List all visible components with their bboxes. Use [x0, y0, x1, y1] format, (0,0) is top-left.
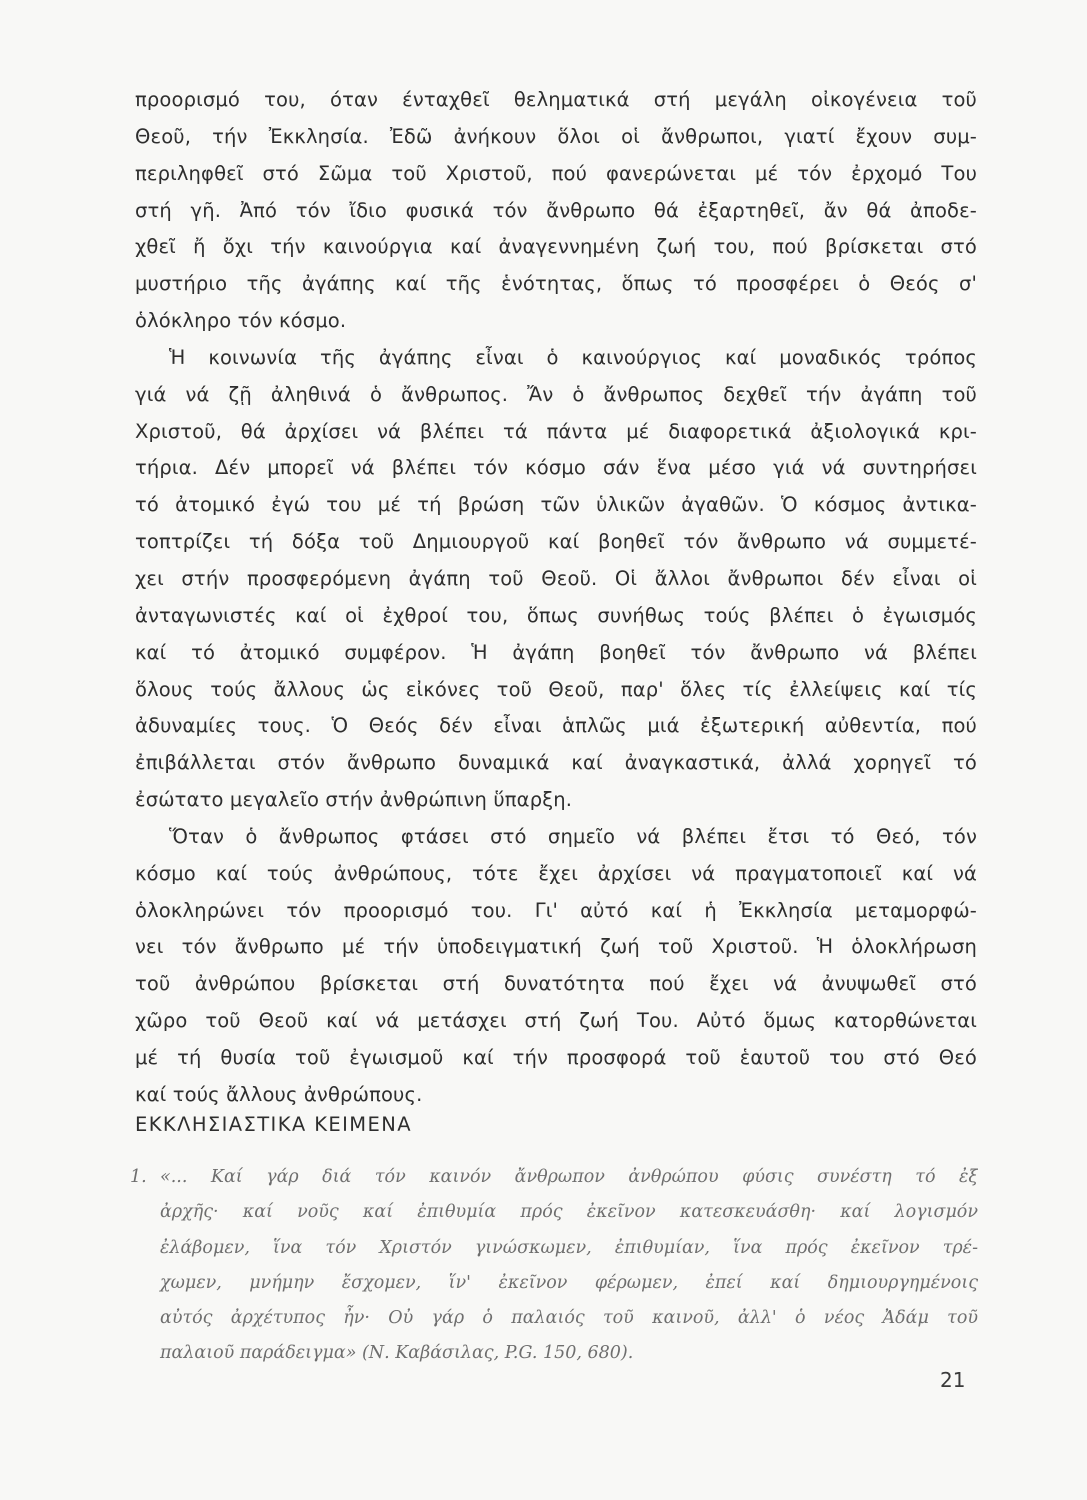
text-line: μυστήριο τῆς ἀγάπης καί τῆς ἑνότητας, ὅπως τό προσφέρει ὁ Θεός σ': [135, 272, 977, 296]
paragraph-first-line: Ἡ κοινωνία τῆς ἀγάπης εἶναι ὁ καινούργιος καί μοναδικός τρόπος: [169, 345, 977, 369]
text-line: τήρια. Δέν μπορεῖ νά βλέπει τόν κόσμο σάν ἕνα μέσο γιά νά συντηρήσει: [135, 456, 977, 480]
text-line: στή γῆ. Ἀπό τόν ἴδιο φυσικά τόν ἄνθρωπο θά ἐξαρτηθεῖ, ἄν θά ἀποδε-: [135, 198, 977, 222]
section-heading: ΕΚΚΛΗΣΙΑΣΤΙΚΑ ΚΕΙΜΕΝΑ: [135, 1113, 412, 1136]
text-line: ὁλοκληρώνει τόν προορισμό του. Γι' αὐτό καί ἡ Ἐκκλησία μεταμορφώ-: [135, 898, 977, 922]
quote-line: αὐτός ἀρχέτυπος ἦν· Οὐ γάρ ὁ παλαιός τοῦ καινοῦ, ἀλλ' ὁ νέος Ἀδάμ τοῦ: [160, 1308, 978, 1329]
text-line: ἀνταγωνιστές καί οἱ ἐχθροί του, ὅπως συνήθως τούς βλέπει ὁ ἐγωισμός: [135, 603, 977, 627]
text-line: καί τούς ἄλλους ἀνθρώπους.: [135, 1082, 423, 1106]
text-line: καί τό ἀτομικό συμφέρον. Ἡ ἀγάπη βοηθεῖ τόν ἄνθρωπο νά βλέπει: [135, 640, 977, 664]
text-line: ἀδυναμίες τους. Ὁ Θεός δέν εἶναι ἁπλῶς μιά ἐξωτερική αὐθεντία, πού: [135, 714, 977, 738]
text-line: προορισμό του, όταν ένταχθεῖ θεληματικά στή μεγάλη οἰκογένεια τοῦ: [135, 88, 977, 111]
quote-block: [130, 1160, 978, 1372]
text-line: περιληφθεῖ στό Σῶμα τοῦ Χριστοῦ, πού φανερώνεται μέ τόν ἐρχομό Του: [135, 161, 977, 185]
body-text: [135, 82, 977, 1114]
text-line: ὁλόκληρο τόν κόσμο.: [135, 309, 347, 333]
text-line: χῶρο τοῦ Θεοῦ καί νά μετάσχει στή ζωή Του. Αὐτό ὅμως κατορθώνεται: [135, 1009, 977, 1033]
text-line: Χριστοῦ, θά ἀρχίσει νά βλέπει τά πάντα μέ διαφορετικά ἀξιολογικά κρι-: [135, 419, 977, 443]
text-line: Θεοῦ, τήν Ἐκκλησία. Ἐδῶ ἀνήκουν ὅλοι οἱ ἄνθρωποι, γιατί ἔχουν συμ-: [135, 124, 977, 148]
quote-line: ἀρχῆς· καί νοῦς καί ἐπιθυμία πρός ἐκεῖνον κατεσκευάσθη· καί λογισμόν: [160, 1202, 978, 1223]
text-line: χθεῖ ἤ ὄχι τήν καινούργια καί ἀναγεννημένη ζωή του, πού βρίσκεται στό: [135, 235, 977, 259]
paragraph-first-line: Ὅταν ὁ ἄνθρωπος φτάσει στό σημεῖο νά βλέπει ἔτσι τό Θεό, τόν: [169, 824, 977, 848]
text-line: ἐπιβάλλεται στόν ἄνθρωπο δυναμικά καί ἀναγκαστικά, ἀλλά χορηγεῖ τό: [135, 751, 977, 775]
text-line: ἐσώτατο μεγαλεῖο στήν ἀνθρώπινη ὕπαρξη.: [135, 788, 573, 812]
text-line: ὅλους τούς ἄλλους ὡς εἰκόνες τοῦ Θεοῦ, παρ' ὅλες τίς ἐλλείψεις καί τίς: [135, 677, 977, 701]
text-line: κόσμο καί τούς ἀνθρώπους, τότε ἔχει ἀρχίσει νά πραγματοποιεῖ καί νά: [135, 861, 977, 885]
text-line: τό ἀτομικό ἐγώ του μέ τή βρώση τῶν ὑλικῶν ἀγαθῶν. Ὁ κόσμος ἀντικα-: [135, 493, 977, 517]
quote-number: 1.: [130, 1167, 147, 1187]
page-number: 21: [940, 1368, 966, 1392]
text-line: νει τόν ἄνθρωπο μέ τήν ὑποδειγματική ζωή τοῦ Χριστοῦ. Ἡ ὁλοκλήρωση: [135, 935, 977, 959]
text-line: μέ τή θυσία τοῦ ἐγωισμοῦ καί τήν προσφορά τοῦ ἑαυτοῦ του στό Θεό: [135, 1045, 977, 1069]
quote-line: ἐλάβομεν, ἵνα τόν Χριστόν γινώσκωμεν, ἐπιθυμίαν, ἵνα πρός ἐκεῖνον τρέ-: [160, 1237, 978, 1258]
quote-line: χωμεν, μνήμην ἔσχομεν, ἵν' ἐκεῖνον φέρωμεν, ἐπεί καί δημιουργημένοις: [160, 1272, 978, 1293]
quote-line: παλαιοῦ παράδειγμα» (Ν. Καβάσιλας, P.G. 150, 680).: [160, 1343, 634, 1364]
text-line: τοῦ ἀνθρώπου βρίσκεται στή δυνατότητα πού ἔχει νά ἀνυψωθεῖ στό: [135, 972, 977, 996]
text-line: χει στήν προσφερόμενη ἀγάπη τοῦ Θεοῦ. Οἱ ἄλλοι ἄνθρωποι δέν εἶναι οἱ: [135, 566, 977, 590]
text-line: τοπτρίζει τή δόξα τοῦ Δημιουργοῦ καί βοηθεῖ τόν ἄνθρωπο νά συμμετέ-: [135, 530, 977, 554]
text-line: γιά νά ζῇ ἀληθινά ὁ ἄνθρωπος. Ἄν ὁ ἄνθρωπος δεχθεῖ τήν ἀγάπη τοῦ: [135, 382, 977, 406]
quote-line-text: «... Καί γάρ διά τόν καινόν ἄνθρωπον ἀνθρώπου φύσις συνέστη τό ἐξ: [160, 1167, 978, 1187]
quote-line: [130, 1160, 978, 1195]
